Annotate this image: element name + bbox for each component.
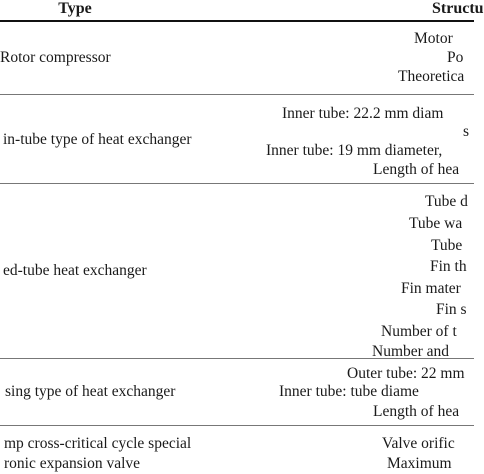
structure-line: Valve orific <box>382 435 455 452</box>
structure-line: Motor <box>414 30 453 47</box>
row-divider <box>0 425 474 426</box>
structure-line: Number and <box>372 343 450 360</box>
structure-line: Tube wa <box>409 215 463 232</box>
structure-line: Maximum <box>387 455 452 472</box>
type-cell: in-tube type of heat exchanger <box>3 131 192 148</box>
structure-line: Fin mater <box>401 280 461 297</box>
structure-line: s <box>463 123 470 140</box>
type-cell: sing type of heat exchanger <box>5 383 176 400</box>
type-cell: Rotor compressor <box>0 49 111 66</box>
structure-line: Length of hea <box>373 403 460 420</box>
structure-line: Tube <box>431 237 463 254</box>
structure-line: Fin th <box>430 258 467 275</box>
structure-line: Inner tube: tube diame <box>279 383 419 400</box>
type-cell-line: ronic expansion valve <box>4 455 141 472</box>
table-top-rule <box>0 20 474 22</box>
structure-line: Inner tube: 22.2 mm diam <box>282 105 444 122</box>
structure-line: Po <box>447 49 464 66</box>
row-divider <box>0 183 474 184</box>
type-cell: ed-tube heat exchanger <box>3 262 147 279</box>
structure-line: Theoretica <box>398 68 465 85</box>
type-cell-line: mp cross-critical cycle special <box>4 435 192 452</box>
structure-line: Outer tube: 22 mm <box>347 365 465 382</box>
structure-line: Inner tube: 19 mm diameter, <box>266 142 443 159</box>
structure-line: Number of t <box>381 323 457 340</box>
column-header-structure: Structu <box>432 0 484 17</box>
structure-line: Tube d <box>425 193 468 210</box>
structure-line: Fin s <box>436 301 467 318</box>
column-header-type: Type <box>58 0 92 17</box>
structure-line: Length of hea <box>373 161 460 178</box>
row-divider <box>0 94 474 95</box>
